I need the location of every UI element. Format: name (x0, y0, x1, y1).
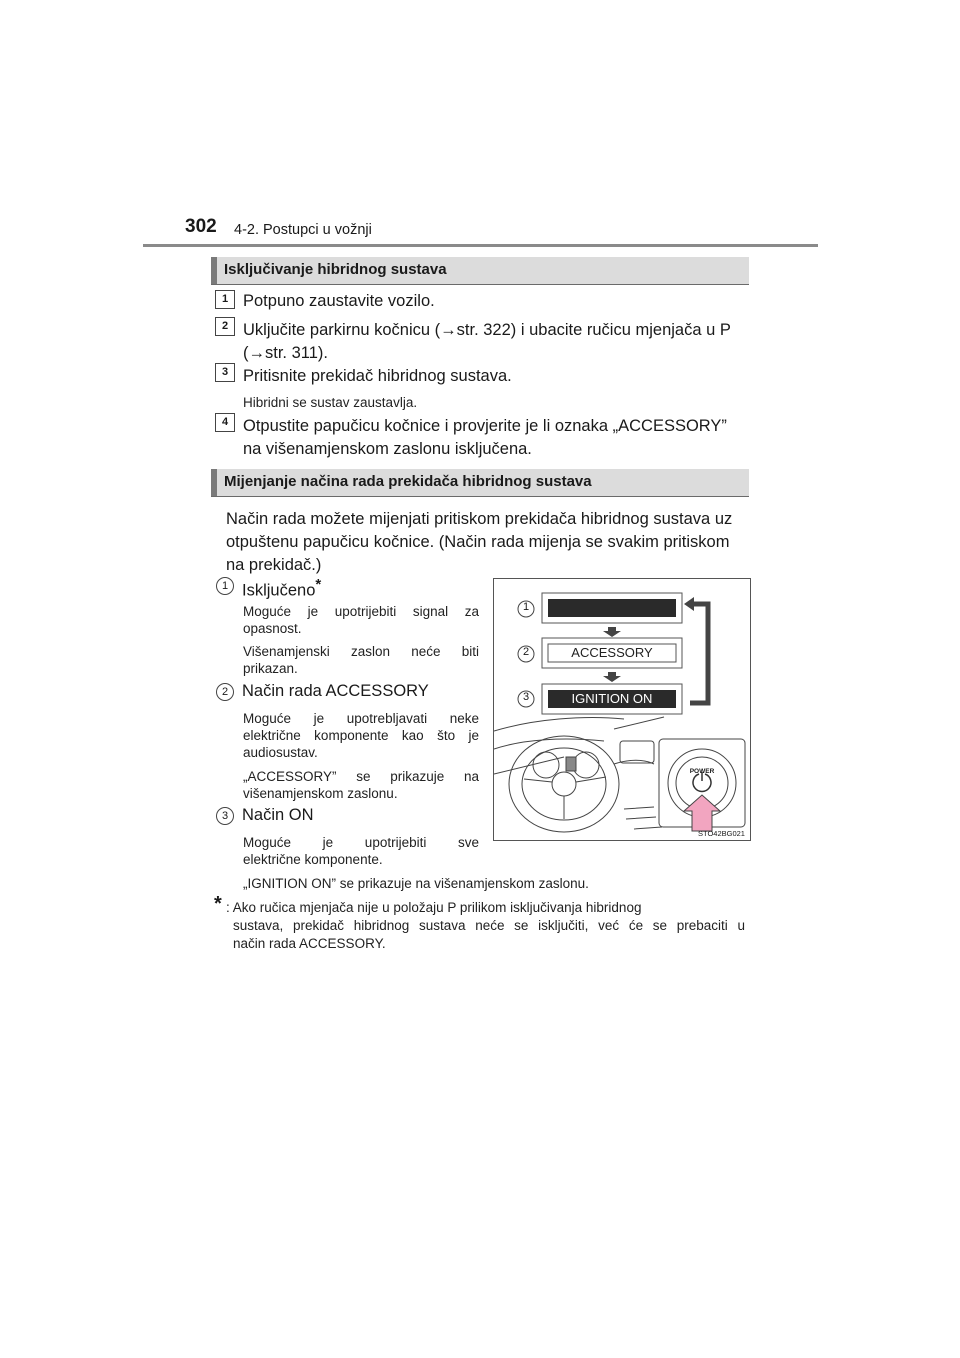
display-off-bar (548, 599, 676, 617)
mode-number-3: 3 (216, 807, 234, 825)
arrow-down-1 (603, 627, 621, 637)
figure-num-1: 1 (522, 601, 530, 613)
footnote-line-1: : Ako ručica mjenjača nije u položaju P prilikom isključivanja hibridnog (226, 900, 642, 915)
cycle-bracket (690, 604, 708, 703)
ignition-on-note: „IGNITION ON” se prikazuje na višenamjenskom zaslonu. (243, 876, 589, 891)
mode-1-note-1: Moguće je upotrijebiti signal za opasnost. (243, 604, 479, 636)
display-label-accessory: ACCESSORY (571, 645, 653, 660)
mode-2-note-1: Moguće je upotrebljavati neke električne komponente kao što je audiosustav. (243, 711, 479, 760)
intro-line-2: otpuštenu papučicu kočnice. (Način rada mijenja se svakim pritiskom (226, 533, 730, 551)
step-number-3: 3 (215, 363, 235, 382)
section-title: Isključivanje hibridnog sustava (224, 261, 447, 278)
intro-line-1: Način rada možete mijenjati pritiskom prekidača hibridnog sustava uz (226, 510, 733, 528)
section-header-modes (211, 469, 749, 497)
mode-3-title: Način ON (242, 806, 314, 824)
chapter-title: 4-2. Postupci u vožnji (234, 222, 372, 238)
footnote-line-3: način rada ACCESSORY. (233, 936, 386, 951)
step-4-line-1: Otpustite papučicu kočnice i provjerite je li oznaka „ACCESSORY” (243, 417, 727, 435)
mode-2-title: Način rada ACCESSORY (242, 682, 429, 700)
step-3-note: Hibridni se sustav zaustavlja. (243, 395, 418, 410)
intro-line-3: na prekidač.) (226, 556, 322, 574)
step-2-line-2: (→str. 311). (243, 344, 328, 362)
mode-1-title: Isključeno* (242, 576, 322, 600)
cycle-arrowhead (684, 597, 694, 611)
power-label: POWER (689, 768, 715, 775)
step-2-line-1: Uključite parkirnu kočnicu (→str. 322) i ubacite ručicu mjenjača u P (243, 321, 731, 339)
step-1-text: Potpuno zaustavite vozilo. (243, 292, 435, 310)
section-title: Mijenjanje načina rada prekidača hibridnog sustava (224, 473, 592, 490)
step-number-1: 1 (215, 290, 235, 309)
step-number-4: 4 (215, 413, 235, 432)
arrow-down-2 (603, 672, 621, 682)
figure-code: STO42BG021 (698, 829, 745, 838)
step-4-line-2: na višenamjenskom zaslonu isključena. (243, 440, 532, 458)
section-header-shutdown (211, 257, 749, 285)
section-marker (211, 469, 217, 496)
power-switch-figure (493, 578, 751, 841)
mode-2-note-2: „ACCESSORY” se prikazuje na višenamjenskom zaslonu. (243, 769, 479, 801)
figure-num-3: 3 (522, 691, 530, 703)
display-label-ignition-on: IGNITION ON (571, 691, 653, 706)
header-rule (143, 244, 818, 247)
page-number: 302 (185, 216, 217, 237)
section-marker (211, 257, 217, 284)
figure-illustration (494, 579, 750, 840)
figure-num-2: 2 (522, 646, 530, 658)
footnote-asterisk: * (214, 893, 222, 915)
mode-number-1: 1 (216, 577, 234, 595)
footnote-line-2: sustava, prekidač hibridnog sustava neće se isključiti, već će se prebaciti u (233, 918, 745, 933)
mode-1-note-2: Višenamjenski zaslon neće biti prikazan. (243, 644, 479, 676)
step-3-text: Pritisnite prekidač hibridnog sustava. (243, 367, 512, 385)
mode-3-note-1: Moguće je upotrijebiti sve električne komponente. (243, 835, 479, 867)
mode-number-2: 2 (216, 683, 234, 701)
step-number-2: 2 (215, 317, 235, 336)
